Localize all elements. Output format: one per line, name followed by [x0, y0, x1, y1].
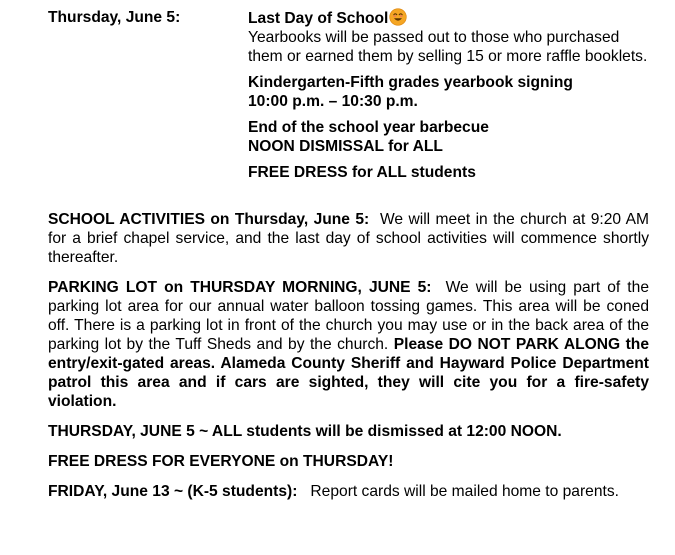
yearbook-signing	[248, 73, 658, 111]
dismissal-notice: THURSDAY, JUNE 5 ~ ALL students will be dismissed at 12:00 NOON.	[48, 423, 562, 440]
smiling-face-emoji-icon	[389, 8, 407, 26]
event-details	[248, 8, 658, 189]
free-dress-line: FREE DRESS for ALL students	[248, 164, 476, 181]
school-activities-text: We will meet in the church at 9:20 AM for a brief chapel service, and the last day of school activities will commence shortly thereafter.	[48, 211, 650, 266]
event-title-line	[248, 8, 658, 28]
school-activities-paragraph	[48, 210, 649, 267]
friday-text: Report cards will be mailed home to parents.	[310, 483, 619, 500]
event-date: Thursday, June 5:	[48, 9, 181, 26]
parking-lot-paragraph	[48, 278, 649, 411]
parking-lot-heading: PARKING LOT on THURSDAY MORNING, JUNE 5:	[48, 279, 432, 296]
newsletter-page	[48, 8, 649, 512]
free-dress-notice: FREE DRESS FOR EVERYONE on THURSDAY!	[48, 453, 394, 470]
parking-warning: Please DO NOT PARK ALONG the entry/exit-gated areas. Alameda County Sheriff and Hayward Police Department patrol this area and if cars are sighted, they will cite you for a fire-safety violation.	[48, 336, 649, 410]
last-day-event	[48, 8, 649, 210]
noon-dismissal: NOON DISMISSAL for ALL	[248, 138, 443, 155]
parking-lot-text: We will be using part of the parking lot area for our annual water balloon tossing games. This area will be coned off. There is a parking lot in front of the church you may use or in the back area of the parking lot by the Tuff Sheds and by the church.	[48, 279, 649, 353]
friday-heading: FRIDAY, June 13 ~ (K-5 students):	[48, 483, 298, 500]
event-title: Last Day of School	[248, 10, 389, 27]
barbecue-title: End of the school year barbecue	[248, 119, 489, 136]
yearbook-text: Yearbooks will be passed out to those who purchased them or earned them by selling 15 or more raffle booklets.	[248, 29, 648, 65]
signing-time: 10:00 p.m. – 10:30 p.m.	[248, 93, 418, 110]
school-activities-heading: SCHOOL ACTIVITIES on Thursday, June 5:	[48, 211, 370, 228]
signing-title: Kindergarten-Fifth grades yearbook signing	[248, 74, 573, 91]
barbecue-info	[248, 118, 658, 156]
friday-paragraph	[48, 482, 649, 501]
